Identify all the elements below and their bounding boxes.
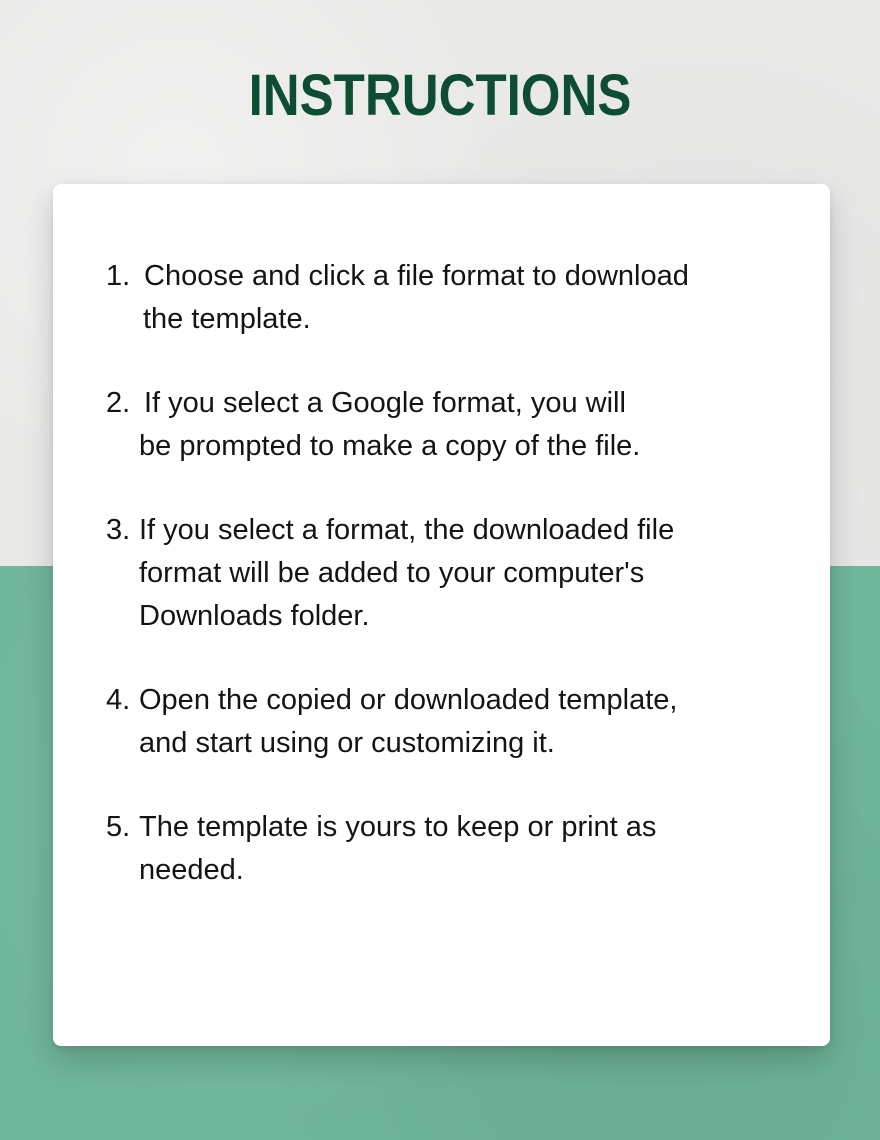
instruction-item — [106, 382, 786, 468]
page-title: INSTRUCTIONS — [248, 63, 632, 128]
instruction-item — [106, 255, 786, 341]
instruction-number: 4. — [106, 684, 131, 716]
instruction-line: and start using or customizing it. — [139, 727, 555, 759]
instruction-line: If you select a format, the downloaded file — [139, 514, 675, 546]
instruction-line: format will be added to your computer's — [139, 557, 645, 589]
instruction-item — [106, 679, 786, 765]
instruction-item — [106, 509, 786, 638]
instruction-line: Choose and click a file format to download — [144, 260, 689, 292]
instruction-line: needed. — [139, 854, 244, 886]
instruction-number: 5. — [106, 811, 131, 843]
instruction-line: be prompted to make a copy of the file. — [139, 430, 641, 462]
instruction-number: 1. — [106, 260, 131, 292]
instruction-line: Downloads folder. — [139, 600, 370, 632]
instruction-item — [106, 806, 786, 892]
instruction-line: If you select a Google format, you will — [144, 387, 626, 419]
instruction-line: The template is yours to keep or print as — [139, 811, 657, 843]
instruction-line: the template. — [143, 303, 311, 335]
instruction-number: 3. — [106, 514, 131, 546]
instruction-line: Open the copied or downloaded template, — [139, 684, 678, 716]
instructions-list — [106, 255, 786, 933]
instruction-number: 2. — [106, 387, 131, 419]
